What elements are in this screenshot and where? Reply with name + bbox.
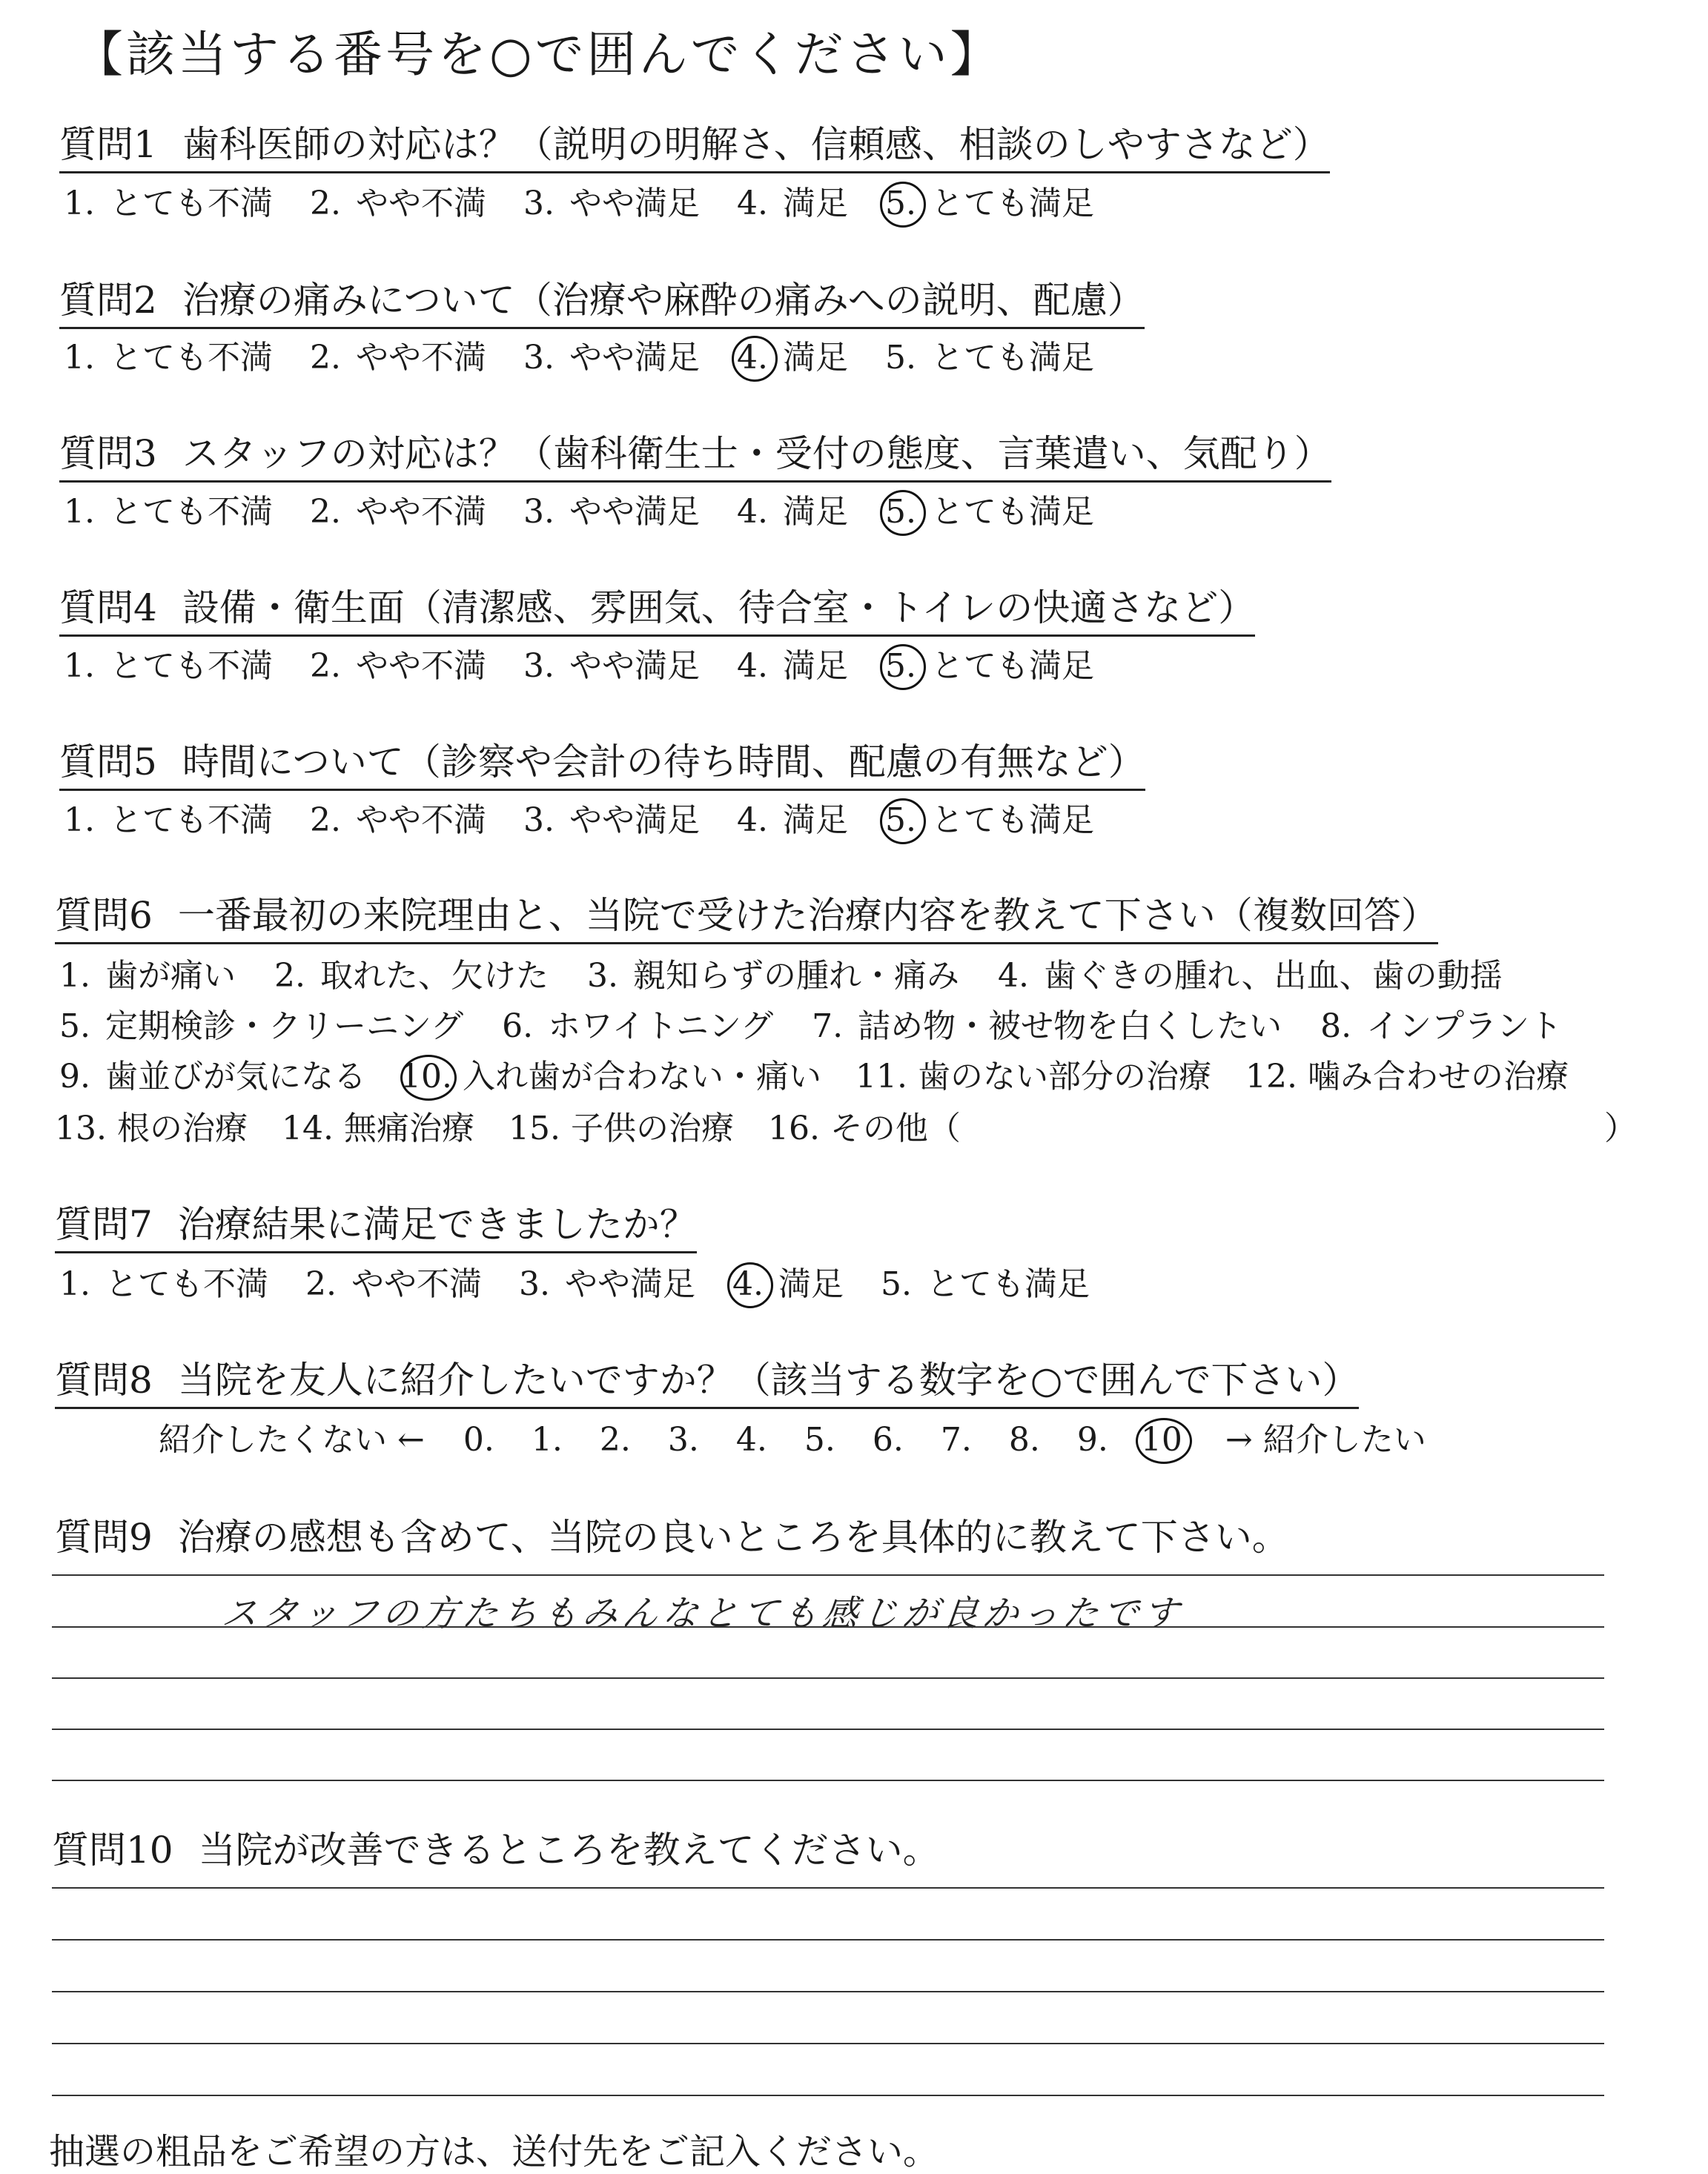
option-selected[interactable] bbox=[881, 639, 1094, 686]
question-9-handwritten-answer[interactable]: スタッフの方たちもみんなとても感じが良かったです bbox=[219, 1593, 1185, 1634]
option[interactable] bbox=[807, 999, 1282, 1047]
option-number: 12. bbox=[1245, 1058, 1297, 1096]
option[interactable] bbox=[270, 949, 549, 996]
option-number: 14. bbox=[281, 1110, 334, 1147]
option-selected[interactable] bbox=[400, 1050, 821, 1097]
option-label: やや不満 bbox=[345, 801, 486, 839]
option-number: 15. bbox=[508, 1110, 560, 1147]
question-6-title bbox=[55, 886, 1438, 944]
scale-value[interactable] bbox=[732, 1421, 772, 1459]
question-6-other-close: ） bbox=[1604, 1110, 1637, 1147]
option-number: 1. bbox=[64, 493, 95, 531]
question-1-title bbox=[59, 115, 1330, 173]
option-label: 子供の治療 bbox=[560, 1110, 734, 1147]
question-3-label: 質問3 bbox=[59, 432, 157, 475]
option[interactable] bbox=[59, 176, 273, 224]
option[interactable] bbox=[55, 999, 463, 1047]
option-label: 歯のない部分の治療 bbox=[907, 1058, 1211, 1096]
question-9-text: 治療の感想も含めて、当院の良いところを具体的に教えて下さい。 bbox=[177, 1516, 1289, 1559]
scale-value[interactable] bbox=[527, 1421, 567, 1459]
option-number: 1. bbox=[59, 1265, 90, 1303]
option-label: 歯が痛い bbox=[95, 957, 236, 995]
scale-value[interactable] bbox=[800, 1421, 840, 1459]
question-4-title bbox=[59, 578, 1255, 637]
option-number: 7. bbox=[812, 1007, 844, 1045]
option-selected[interactable] bbox=[881, 793, 1094, 841]
option[interactable] bbox=[305, 176, 486, 224]
scale-number: 1. bbox=[531, 1421, 563, 1459]
option-label: とても満足 bbox=[921, 493, 1094, 531]
option-label: とても不満 bbox=[99, 339, 273, 377]
option-label: 満足 bbox=[772, 185, 848, 222]
option-label: やや満足 bbox=[559, 647, 700, 685]
option-number: 3. bbox=[523, 493, 555, 531]
question-3-options bbox=[59, 485, 1127, 532]
answer-line bbox=[52, 1887, 1604, 1889]
option[interactable] bbox=[993, 949, 1503, 996]
question-5-options bbox=[59, 793, 1127, 841]
option-label: とても不満 bbox=[99, 185, 273, 222]
option[interactable] bbox=[282, 1101, 474, 1149]
answer-line bbox=[52, 2043, 1604, 2044]
option-number: 4. bbox=[737, 647, 768, 685]
question-6-row-3 bbox=[55, 1050, 1603, 1097]
option-label: 歯並びが気になる bbox=[95, 1058, 366, 1096]
option-number: 2. bbox=[310, 339, 341, 377]
scale-value[interactable] bbox=[595, 1421, 635, 1459]
option-label: ホワイトニング bbox=[537, 1007, 774, 1045]
option-number: 3. bbox=[587, 957, 618, 995]
option-label: とても満足 bbox=[921, 185, 1094, 222]
option[interactable] bbox=[55, 1050, 366, 1097]
question-7-title bbox=[55, 1195, 697, 1253]
question-6-row-1 bbox=[55, 949, 1537, 996]
scale-number: 10 bbox=[1140, 1421, 1182, 1459]
answer-line bbox=[52, 1677, 1604, 1679]
question-6-row-4 bbox=[55, 1101, 995, 1149]
option-label: やや満足 bbox=[559, 339, 700, 377]
option-number: 3. bbox=[523, 339, 555, 377]
scale-value[interactable] bbox=[663, 1421, 704, 1459]
option-label: やや満足 bbox=[559, 185, 700, 222]
question-1-options bbox=[59, 176, 1127, 224]
option-label: インプラント bbox=[1356, 1007, 1563, 1045]
option-number: 9. bbox=[59, 1058, 90, 1096]
option-number: 4. bbox=[732, 339, 772, 377]
option-number: 2. bbox=[305, 1265, 337, 1303]
option[interactable] bbox=[55, 1257, 268, 1305]
answer-line bbox=[52, 1626, 1604, 1628]
option-number: 2. bbox=[310, 493, 341, 531]
option-number: 5. bbox=[59, 1007, 90, 1045]
scale-value[interactable] bbox=[1073, 1421, 1113, 1459]
scale-number: 8. bbox=[1008, 1421, 1040, 1459]
option-selected[interactable] bbox=[881, 176, 1094, 224]
option-number: 1. bbox=[64, 185, 95, 222]
option-label: とても満足 bbox=[921, 339, 1094, 377]
option-number: 5. bbox=[881, 493, 921, 531]
question-7-options bbox=[55, 1257, 1122, 1305]
option[interactable] bbox=[519, 176, 700, 224]
option[interactable] bbox=[55, 1101, 248, 1149]
option[interactable] bbox=[768, 1101, 961, 1149]
option[interactable] bbox=[1245, 1050, 1569, 1097]
footer-note: 抽選の粗品をご希望の方は、送付先をご記入ください。 bbox=[49, 2131, 939, 2173]
option-number: 3. bbox=[523, 801, 555, 839]
question-6-text: 一番最初の来院理由と、当院で受けた治療内容を教えて下さい（複数回答） bbox=[177, 894, 1438, 937]
question-7-label: 質問7 bbox=[55, 1203, 153, 1246]
option-label: とても不満 bbox=[99, 801, 273, 839]
option[interactable] bbox=[301, 1257, 482, 1305]
option[interactable] bbox=[583, 949, 959, 996]
question-1-text: 歯科医師の対応は？（説明の明解さ、信頼感、相談のしやすさなど） bbox=[182, 123, 1330, 166]
option[interactable] bbox=[514, 1257, 695, 1305]
question-5-label: 質問5 bbox=[59, 740, 157, 783]
question-9-title bbox=[55, 1508, 1289, 1561]
scale-number: 9. bbox=[1076, 1421, 1108, 1459]
option-label: その他（ bbox=[819, 1110, 961, 1147]
option[interactable] bbox=[855, 1050, 1211, 1097]
question-3-text: スタッフの対応は？（歯科衛生士・受付の態度、言葉遣い、気配り） bbox=[182, 432, 1331, 475]
question-4-label: 質問4 bbox=[59, 586, 157, 629]
option-number: 10. bbox=[400, 1058, 452, 1096]
scale-value[interactable] bbox=[459, 1421, 499, 1459]
question-9-label: 質問9 bbox=[55, 1516, 153, 1559]
option-number: 1. bbox=[64, 339, 95, 377]
option[interactable] bbox=[305, 793, 486, 841]
scale-number: 7. bbox=[940, 1421, 972, 1459]
option[interactable] bbox=[876, 1257, 1090, 1305]
option[interactable] bbox=[59, 331, 273, 378]
option-number: 3. bbox=[523, 185, 555, 222]
option-number: 4. bbox=[737, 185, 768, 222]
option-selected[interactable] bbox=[881, 485, 1094, 532]
scale-value[interactable] bbox=[1004, 1421, 1045, 1459]
question-6-row-2 bbox=[55, 999, 1596, 1047]
question-7-text: 治療結果に満足できましたか？ bbox=[177, 1203, 697, 1246]
option-number: 5. bbox=[885, 339, 916, 377]
option-label: とても満足 bbox=[921, 647, 1094, 685]
question-8-scale bbox=[159, 1413, 1426, 1460]
option-label: やや不満 bbox=[345, 185, 486, 222]
option[interactable] bbox=[59, 485, 273, 532]
question-5-title bbox=[59, 732, 1145, 791]
option-selected[interactable] bbox=[732, 331, 848, 378]
option-number: 6. bbox=[502, 1007, 534, 1045]
question-4-options bbox=[59, 639, 1127, 686]
option[interactable] bbox=[497, 999, 773, 1047]
option-label: 定期検診・クリーニング bbox=[95, 1007, 464, 1045]
option[interactable] bbox=[732, 176, 848, 224]
option-label: とても不満 bbox=[99, 647, 273, 685]
option-number: 4. bbox=[737, 801, 768, 839]
option[interactable] bbox=[59, 639, 273, 686]
option-label: 入れ歯が合わない・痛い bbox=[451, 1058, 821, 1096]
option[interactable] bbox=[55, 949, 236, 996]
answer-line bbox=[52, 1780, 1604, 1781]
option[interactable] bbox=[509, 1101, 734, 1149]
option-label: とても不満 bbox=[95, 1265, 268, 1303]
option-label: 満足 bbox=[772, 647, 848, 685]
option-label: とても不満 bbox=[99, 493, 273, 531]
option-number: 1. bbox=[59, 957, 90, 995]
option-number: 1. bbox=[64, 647, 95, 685]
question-5-text: 時間について（診察や会計の待ち時間、配慮の有無など） bbox=[182, 740, 1145, 783]
option[interactable] bbox=[305, 331, 486, 378]
option[interactable] bbox=[732, 639, 848, 686]
option-number: 1. bbox=[64, 801, 95, 839]
answer-line bbox=[52, 1729, 1604, 1730]
option-label: 満足 bbox=[772, 493, 848, 531]
option-label: 詰め物・被せ物を白くしたい bbox=[847, 1007, 1282, 1045]
scale-values bbox=[459, 1421, 1211, 1459]
answer-line bbox=[52, 1574, 1604, 1576]
question-2-text: 治療の痛みについて（治療や麻酔の痛みへの説明、配慮） bbox=[182, 279, 1145, 322]
option-number: 2. bbox=[310, 801, 341, 839]
option-label: 歯ぐきの腫れ、出血、歯の動揺 bbox=[1033, 957, 1503, 995]
scale-number: 2. bbox=[599, 1421, 631, 1459]
option-label: 根の治療 bbox=[106, 1110, 248, 1147]
option-selected[interactable] bbox=[728, 1257, 844, 1305]
scale-number: 6. bbox=[872, 1421, 904, 1459]
option-number: 13. bbox=[55, 1110, 107, 1147]
option-label: とても満足 bbox=[916, 1265, 1090, 1303]
question-8-title bbox=[55, 1351, 1359, 1409]
option-number: 2. bbox=[274, 957, 305, 995]
scale-value[interactable] bbox=[936, 1421, 976, 1459]
option[interactable] bbox=[519, 331, 700, 378]
option-label: やや不満 bbox=[345, 339, 486, 377]
option-number: 5. bbox=[881, 185, 921, 222]
question-10-title bbox=[52, 1820, 940, 1874]
option-number: 5. bbox=[881, 647, 921, 685]
scale-value-selected[interactable] bbox=[1141, 1421, 1182, 1459]
question-3-title bbox=[59, 424, 1331, 483]
scale-number: 0. bbox=[463, 1421, 494, 1459]
option-label: 無痛治療 bbox=[333, 1110, 474, 1147]
option-label: やや不満 bbox=[345, 493, 486, 531]
option-number: 2. bbox=[310, 647, 341, 685]
question-4-text: 設備・衛生面（清潔感、雰囲気、待合室・トイレの快適さなど） bbox=[182, 586, 1256, 629]
form-header: 【該当する番号を○で囲んでください】 bbox=[74, 26, 1002, 83]
answer-line bbox=[52, 1991, 1604, 1992]
answer-line bbox=[52, 2095, 1604, 2096]
option-number: 4. bbox=[998, 957, 1029, 995]
option-label: 噛み合わせの治療 bbox=[1297, 1058, 1569, 1096]
question-10-label: 質問10 bbox=[52, 1829, 173, 1872]
option-label: とても満足 bbox=[921, 801, 1094, 839]
option[interactable] bbox=[305, 485, 486, 532]
option-number: 5. bbox=[881, 1265, 912, 1303]
option-label: 親知らずの腫れ・痛み bbox=[623, 957, 959, 995]
option[interactable] bbox=[1316, 999, 1562, 1047]
scale-value[interactable] bbox=[868, 1421, 908, 1459]
option-label: やや不満 bbox=[345, 647, 486, 685]
option-number: 4. bbox=[728, 1265, 768, 1303]
question-6-label: 質問6 bbox=[55, 894, 153, 937]
option[interactable] bbox=[305, 639, 486, 686]
option[interactable] bbox=[519, 485, 700, 532]
question-10-text: 当院が改善できるところを教えてください。 bbox=[198, 1829, 940, 1872]
scale-number: 4. bbox=[735, 1421, 767, 1459]
question-8-label: 質問8 bbox=[55, 1359, 153, 1402]
option-label: 満足 bbox=[772, 801, 848, 839]
option-number: 5. bbox=[881, 801, 921, 839]
option[interactable] bbox=[59, 793, 273, 841]
question-2-options bbox=[59, 331, 1127, 378]
option-label: 満足 bbox=[768, 1265, 844, 1303]
option-number: 4. bbox=[737, 493, 768, 531]
option-number: 16. bbox=[767, 1110, 820, 1147]
option-label: 取れた、欠けた bbox=[310, 957, 549, 995]
question-2-label: 質問2 bbox=[59, 279, 157, 322]
option-number: 3. bbox=[523, 647, 555, 685]
option-number: 3. bbox=[519, 1265, 550, 1303]
option-number: 11. bbox=[855, 1058, 907, 1096]
answer-line bbox=[52, 1939, 1604, 1941]
option[interactable] bbox=[519, 793, 700, 841]
option-label: やや不満 bbox=[341, 1265, 482, 1303]
question-1-label: 質問1 bbox=[59, 123, 157, 166]
option-label: やや満足 bbox=[555, 1265, 695, 1303]
option[interactable] bbox=[732, 485, 848, 532]
scale-number: 5. bbox=[804, 1421, 835, 1459]
scale-right-label: → 紹介したい bbox=[1225, 1421, 1426, 1459]
scale-left-label: 紹介したくない ← bbox=[159, 1421, 425, 1459]
option[interactable] bbox=[519, 639, 700, 686]
option-label: 満足 bbox=[772, 339, 848, 377]
option-number: 2. bbox=[310, 185, 341, 222]
question-8-text: 当院を友人に紹介したいですか？（該当する数字を○で囲んで下さい） bbox=[177, 1359, 1360, 1402]
scale-number: 3. bbox=[667, 1421, 699, 1459]
option-label: やや満足 bbox=[559, 801, 700, 839]
question-2-title bbox=[59, 271, 1145, 329]
option[interactable] bbox=[881, 331, 1094, 378]
option-number: 8. bbox=[1320, 1007, 1352, 1045]
option[interactable] bbox=[732, 793, 848, 841]
option-label: やや満足 bbox=[559, 493, 700, 531]
